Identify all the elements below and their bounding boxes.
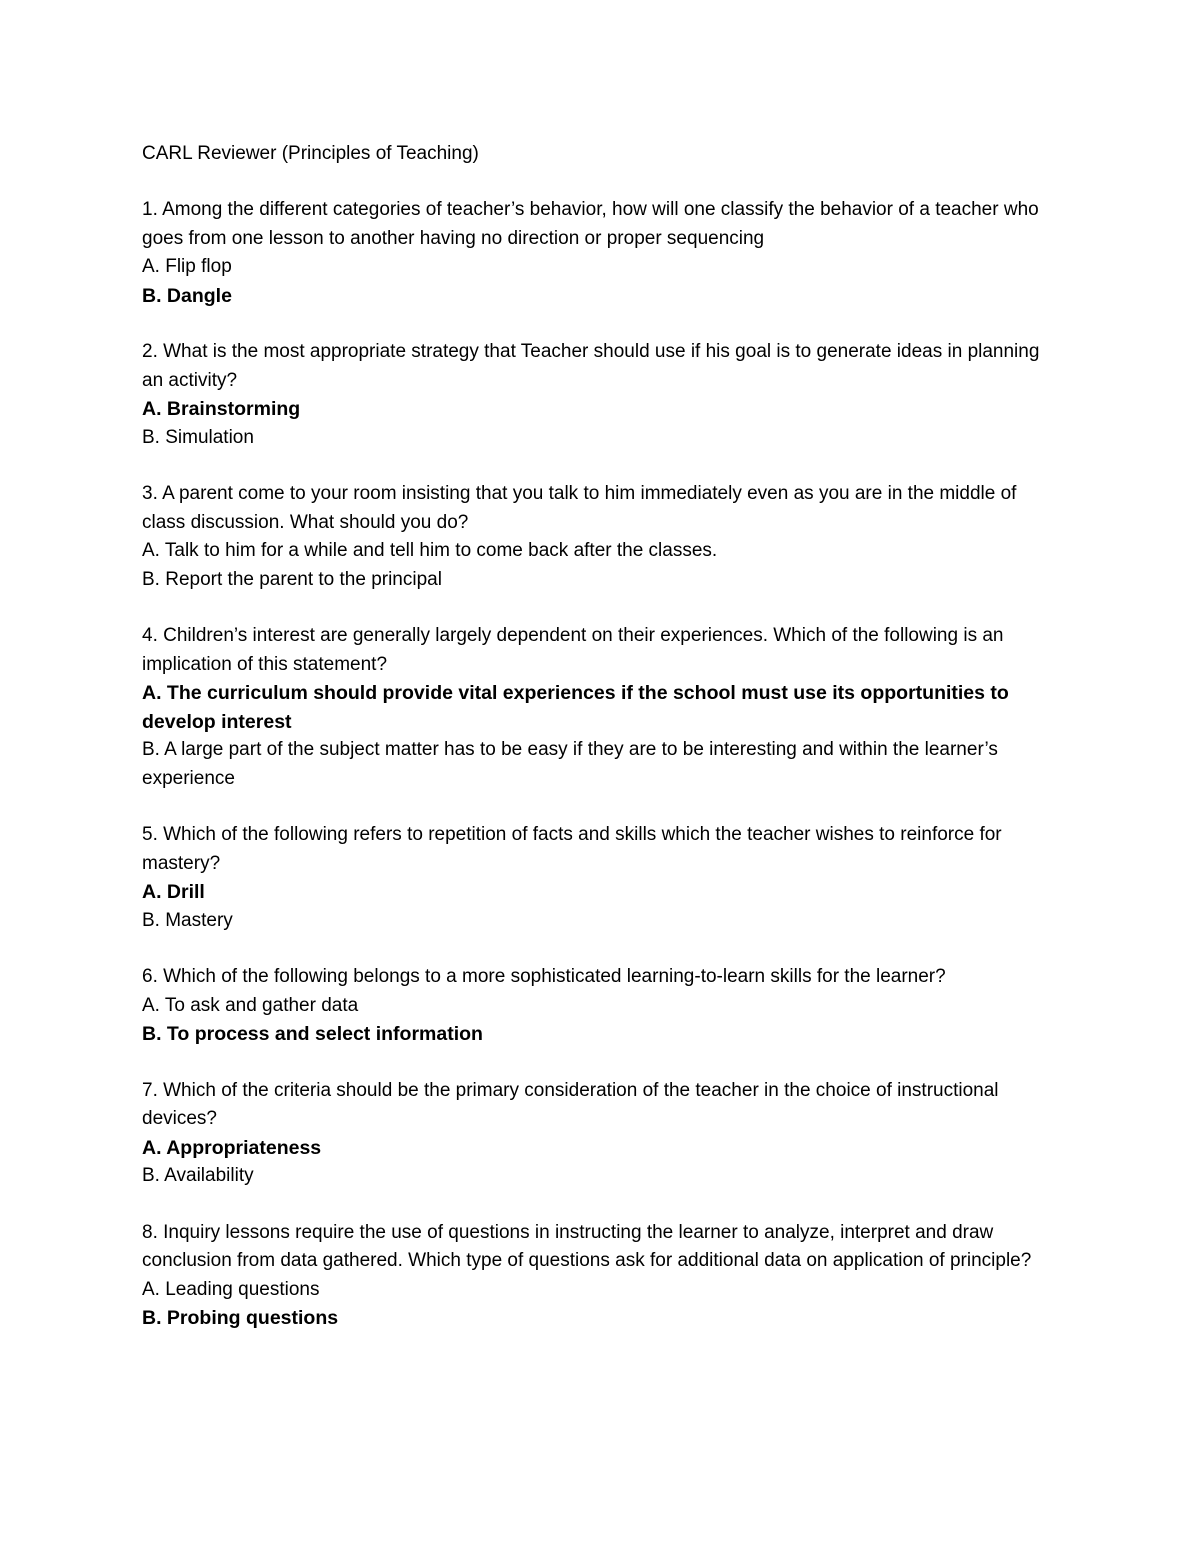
question-text: 2. What is the most appropriate strategy that Teacher should use if his goal is to generate ideas in planning an activity?	[142, 341, 1040, 391]
question-text: 8. Inquiry lessons require the use of questions in instructing the learner to analyze, interpret and draw conclusion from data gathered. Which type of questions ask for additional data on application of principle?	[142, 1221, 1032, 1271]
answer-option-correct: B. Dangle	[142, 284, 232, 307]
document-title: CARL Reviewer (Principles of Teaching)	[142, 143, 479, 164]
answer-option-correct: A. Appropriateness	[142, 1136, 322, 1159]
question-block	[142, 480, 1062, 594]
question-text: 1. Among the different categories of teacher’s behavior, how will one classify the behavior of a teacher who goes from one lesson to another having no direction or proper sequencing	[142, 199, 1039, 249]
answer-option-correct: A. The curriculum should provide vital experiences if the school must use its opportunities to develop interest	[142, 682, 1009, 733]
question-list	[142, 196, 1062, 1333]
answer-option-correct: A. Drill	[142, 881, 205, 903]
question-text: 5. Which of the following refers to repetition of facts and skills which the teacher wishes to reinforce for mastery?	[142, 824, 1002, 874]
answer-option: B. A large part of the subject matter has to be easy if they are to be interesting and within the learner’s experience	[142, 739, 998, 789]
question-block	[142, 1077, 1062, 1191]
question-block	[142, 338, 1062, 452]
answer-option: A. Leading questions	[142, 1278, 320, 1300]
answer-option: B. Report the parent to the principal	[142, 568, 442, 590]
answer-option-correct: A. Brainstorming	[142, 398, 301, 420]
answer-option: A. Flip flop	[142, 256, 232, 277]
answer-option-correct: B. To process and select information	[142, 1023, 483, 1045]
answer-option: A. To ask and gather data	[142, 994, 359, 1016]
answer-option-correct: B. Probing questions	[142, 1307, 339, 1329]
answer-option: B. Availability	[142, 1165, 254, 1186]
question-block	[142, 1219, 1062, 1333]
answer-option: A. Talk to him for a while and tell him to come back after the classes.	[142, 540, 718, 561]
question-text: 6. Which of the following belongs to a more sophisticated learning-to-learn skills for the learner?	[142, 966, 946, 987]
question-block	[142, 963, 1062, 1049]
question-block	[142, 196, 1062, 310]
document-page	[142, 140, 1062, 1361]
question-text: 3. A parent come to your room insisting that you talk to him immediately even as you are in the middle of class discussion. What should you do?	[142, 483, 1017, 533]
answer-option: B. Simulation	[142, 426, 254, 448]
question-block	[142, 622, 1062, 793]
question-text: 7. Which of the criteria should be the primary consideration of the teacher in the choice of instructional devices?	[142, 1079, 999, 1129]
question-block	[142, 821, 1062, 935]
question-text: 4. Children’s interest are generally largely dependent on their experiences. Which of the following is an implication of this statement?	[142, 625, 1004, 675]
answer-option: B. Mastery	[142, 909, 233, 931]
